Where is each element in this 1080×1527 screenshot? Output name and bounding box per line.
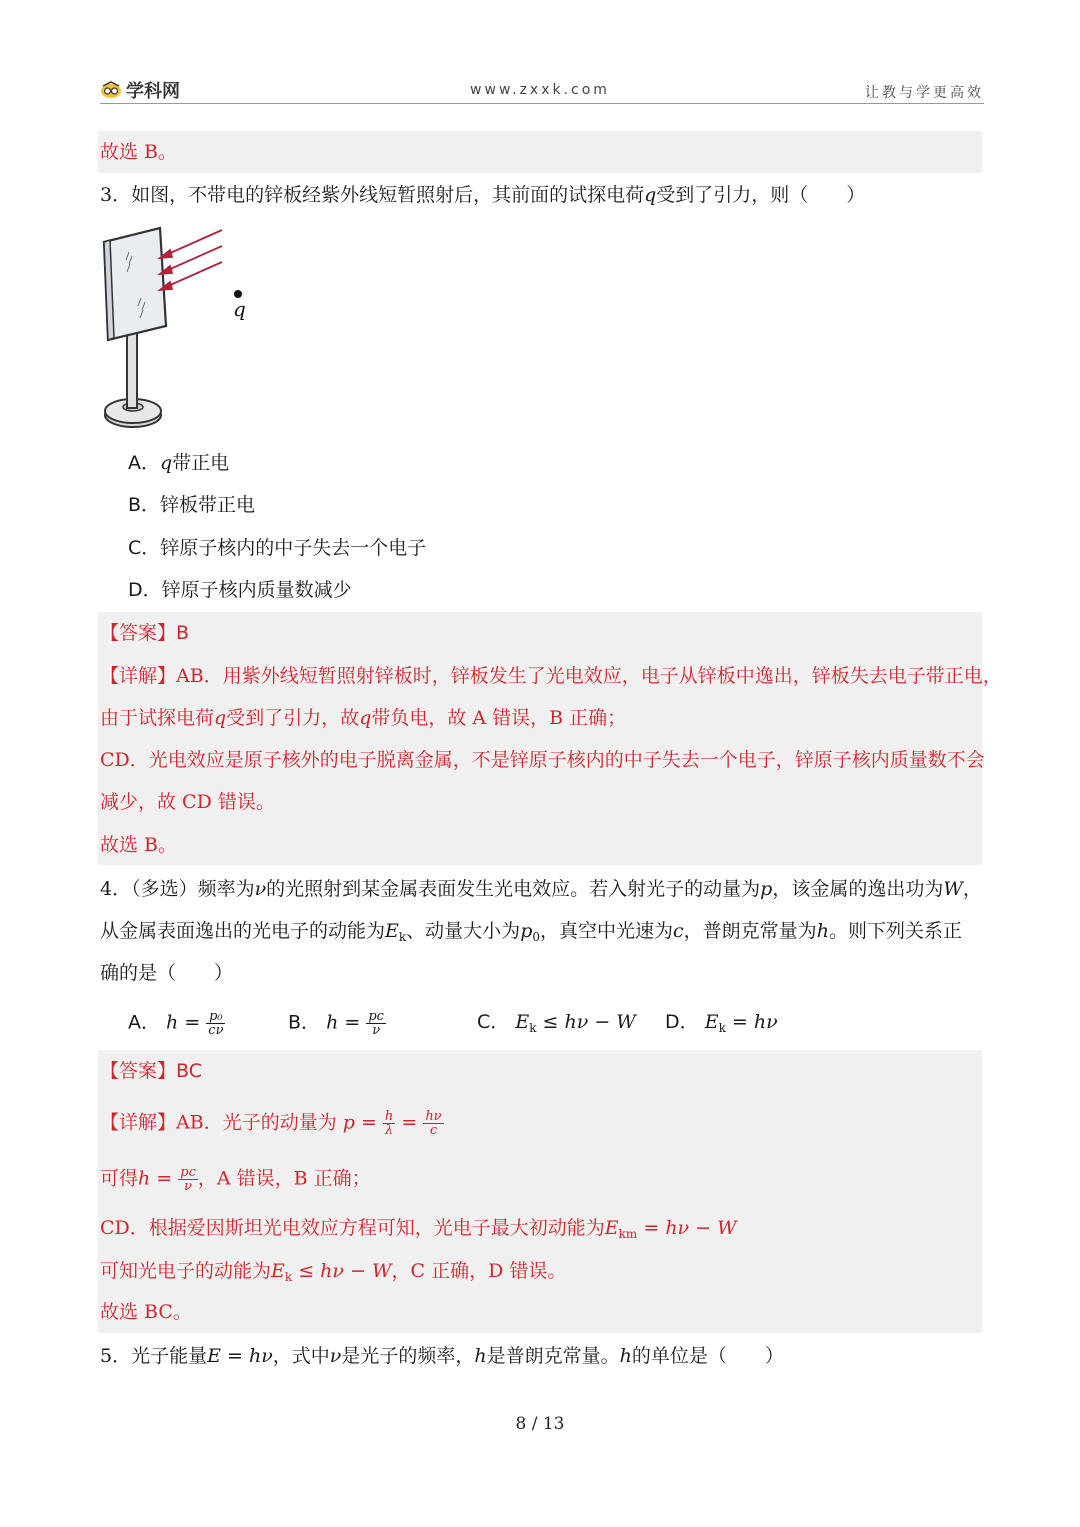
q3-detail-line4: 减少，故 CD 错误。 — [100, 791, 275, 813]
q4-answer: 【答案】BC — [100, 1060, 202, 1082]
q4-option-d[interactable]: D． $E_k = h\nu$ — [665, 1011, 778, 1035]
logo-text: 学科网 — [126, 81, 180, 102]
q4-option-c[interactable]: C． $E_k \le h\nu - W$ — [477, 1011, 636, 1035]
header-divider — [100, 103, 984, 104]
q4-option-b[interactable]: B． h = $\frac{pc}{\nu}$ — [288, 1009, 384, 1038]
q3-detail-line2: 由于试探电荷q受到了引力，故q带负电，故 A 错误，B 正确； — [100, 707, 627, 729]
q3-conclusion: 故选 B。 — [100, 834, 178, 856]
header-slogan: 让教与学更高效 — [865, 85, 984, 101]
q4-detail-line1: 【详解】AB．光子的动量为 p = $\frac{h}{\lambda}$ = $\frac{h\nu}{c}$ — [100, 1109, 442, 1138]
q3-option-a[interactable]: A．q带正电 — [128, 452, 230, 474]
prev-answer-box — [98, 131, 982, 173]
q4-detail-line4: 可知光电子的动能为$E_k \le h\nu - W$，C 正确，D 错误。 — [100, 1260, 567, 1284]
page-number: 8 / 13 — [515, 1414, 565, 1434]
header-url[interactable]: www.zxxk.com — [470, 82, 610, 98]
zinc-plate-figure — [100, 222, 260, 434]
uv-rays — [160, 230, 222, 290]
q3-answer-box — [98, 612, 982, 865]
q4-stem-line2: 从金属表面逸出的光电子的动能为$E_k$、动量大小为$p_0$，真空中光速为c，普朗克常量为h。则下列关系正 — [100, 920, 962, 944]
q3-answer: 【答案】B — [100, 622, 190, 644]
q4-conclusion: 故选 BC。 — [100, 1301, 192, 1323]
q4-detail-line2: 可得h = $\frac{pc}{\nu}$ ，A 错误，B 正确； — [100, 1165, 371, 1194]
q4-option-a[interactable]: A． h = $\frac{\text{p₀}}{c\nu}$ — [128, 1009, 224, 1038]
q3-option-d[interactable]: D．锌原子核内质量数减少 — [128, 579, 352, 601]
q3-detail-line1: 【详解】AB．用紫外线短暂照射锌板时，锌板发生了光电效应，电子从锌板中逸出，锌板失去电子带正电， — [100, 665, 1002, 687]
q4-stem-line3: 确的是（ ） — [100, 962, 234, 984]
q4-detail-line3: CD．根据爱因斯坦光电效应方程可知，光电子最大初动能为$E_{km} = h\nu - W$ — [100, 1217, 737, 1241]
prev-conclusion: 故选 B。 — [100, 141, 178, 163]
test-charge-label: q — [233, 297, 246, 321]
q3-stem: 3．如图，不带电的锌板经紫外线短暂照射后，其前面的试探电荷q受到了引力，则（ ） — [100, 184, 866, 206]
q5-stem: 5．光子能量E = hν，式中ν是光子的频率，h是普朗克常量。h的单位是（ ） — [100, 1345, 784, 1367]
q3-option-c[interactable]: C．锌原子核内的中子失去一个电子 — [128, 537, 427, 559]
q3-detail-line3: CD．光电效应是原子核外的电子脱离金属，不是锌原子核内的中子失去一个电子，锌原子核内质量数不会 — [100, 749, 985, 771]
q3-option-b[interactable]: B．锌板带正电 — [128, 494, 256, 516]
q4-stem-line1: 4．（多选）频率为ν的光照射到某金属表面发生光电效应。若入射光子的动量为p，该金属的逸出功为W， — [100, 878, 982, 900]
